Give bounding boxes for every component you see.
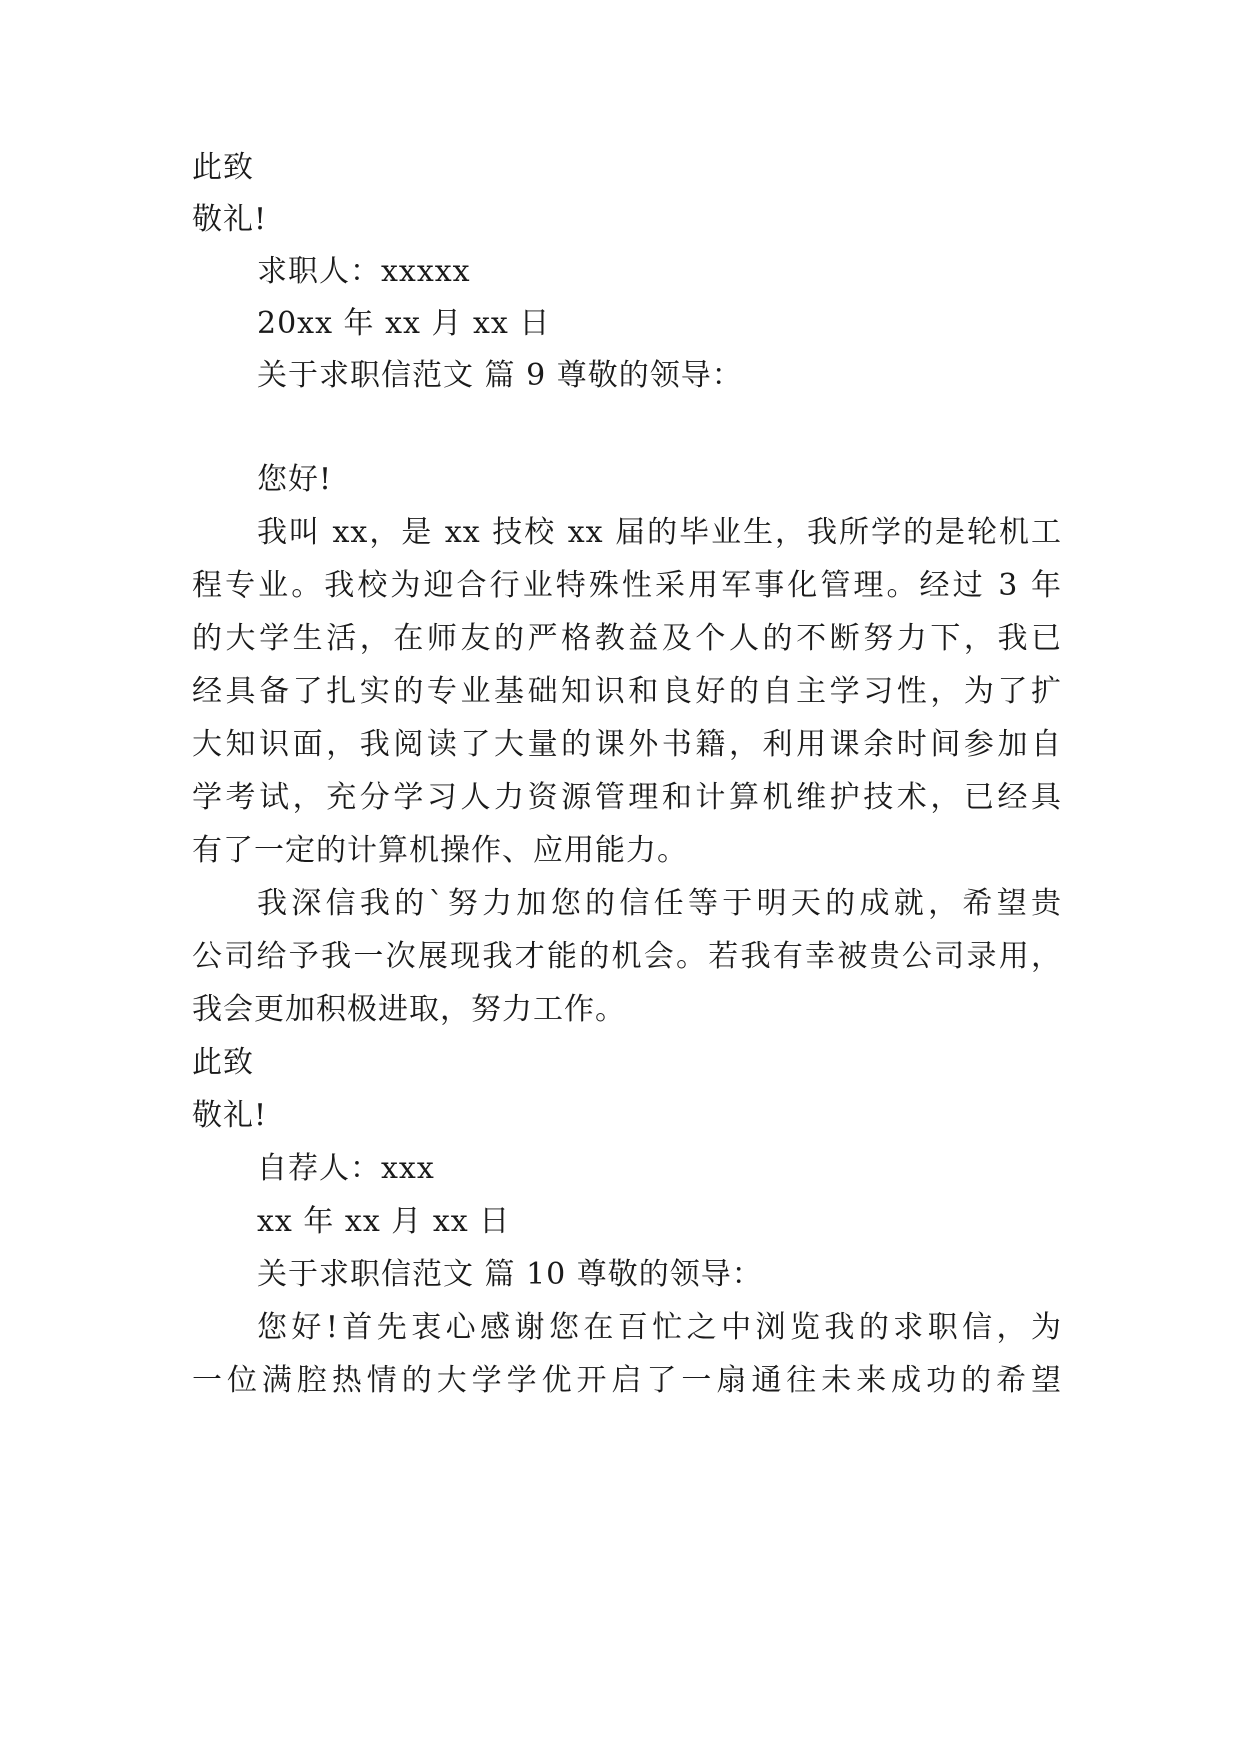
paragraph-line: 的大学生活，在师友的严格教益及个人的不断努力下，我已 (192, 621, 1062, 656)
date-text: 20xx 年 xx 月 xx 日 (257, 306, 551, 341)
paragraph-line: 我会更加积极进取，努力工作。 (192, 992, 626, 1027)
signer-text: 求职人：xxxxx (257, 254, 471, 289)
paragraph-line: 学考试，充分学习人力资源管理和计算机维护技术，已经具 (192, 780, 1062, 815)
paragraph-line: 有了一定的计算机操作、应用能力。 (192, 833, 688, 868)
closing-text: 此致 (192, 150, 254, 185)
paragraph-line: 大知识面，我阅读了大量的课外书籍，利用课余时间参加自 (192, 727, 1062, 762)
paragraph-line: 程专业。我校为迎合行业特殊性采用军事化管理。经过 3 年 (192, 568, 1062, 603)
paragraph-line: 公司给予我一次展现我才能的机会。若我有幸被贵公司录用， (192, 939, 1062, 974)
date-text: xx 年 xx 月 xx 日 (257, 1204, 511, 1239)
closing-text: 此致 (192, 1045, 254, 1080)
paragraph-line: 一位满腔热情的大学学优开启了一扇通往未来成功的希望 (192, 1363, 1062, 1398)
paragraph-line: 我深信我的`努力加您的信任等于明天的成就，希望贵 (257, 886, 1062, 921)
section-heading: 关于求职信范文 篇 10 尊敬的领导： (257, 1257, 763, 1292)
salute-text: 敬礼! (192, 1098, 268, 1133)
paragraph-line: 您好!首先衷心感谢您在百忙之中浏览我的求职信，为 (257, 1310, 1062, 1345)
paragraph-line: 我叫 xx，是 xx 技校 xx 届的毕业生，我所学的是轮机工 (257, 515, 1062, 550)
paragraph-line: 经具备了扎实的专业基础知识和良好的自主学习性，为了扩 (192, 674, 1062, 709)
salute-text: 敬礼! (192, 202, 268, 237)
section-heading: 关于求职信范文 篇 9 尊敬的领导： (257, 358, 743, 393)
greeting-text: 您好! (257, 462, 333, 497)
signer-text: 自荐人：xxx (257, 1151, 435, 1186)
